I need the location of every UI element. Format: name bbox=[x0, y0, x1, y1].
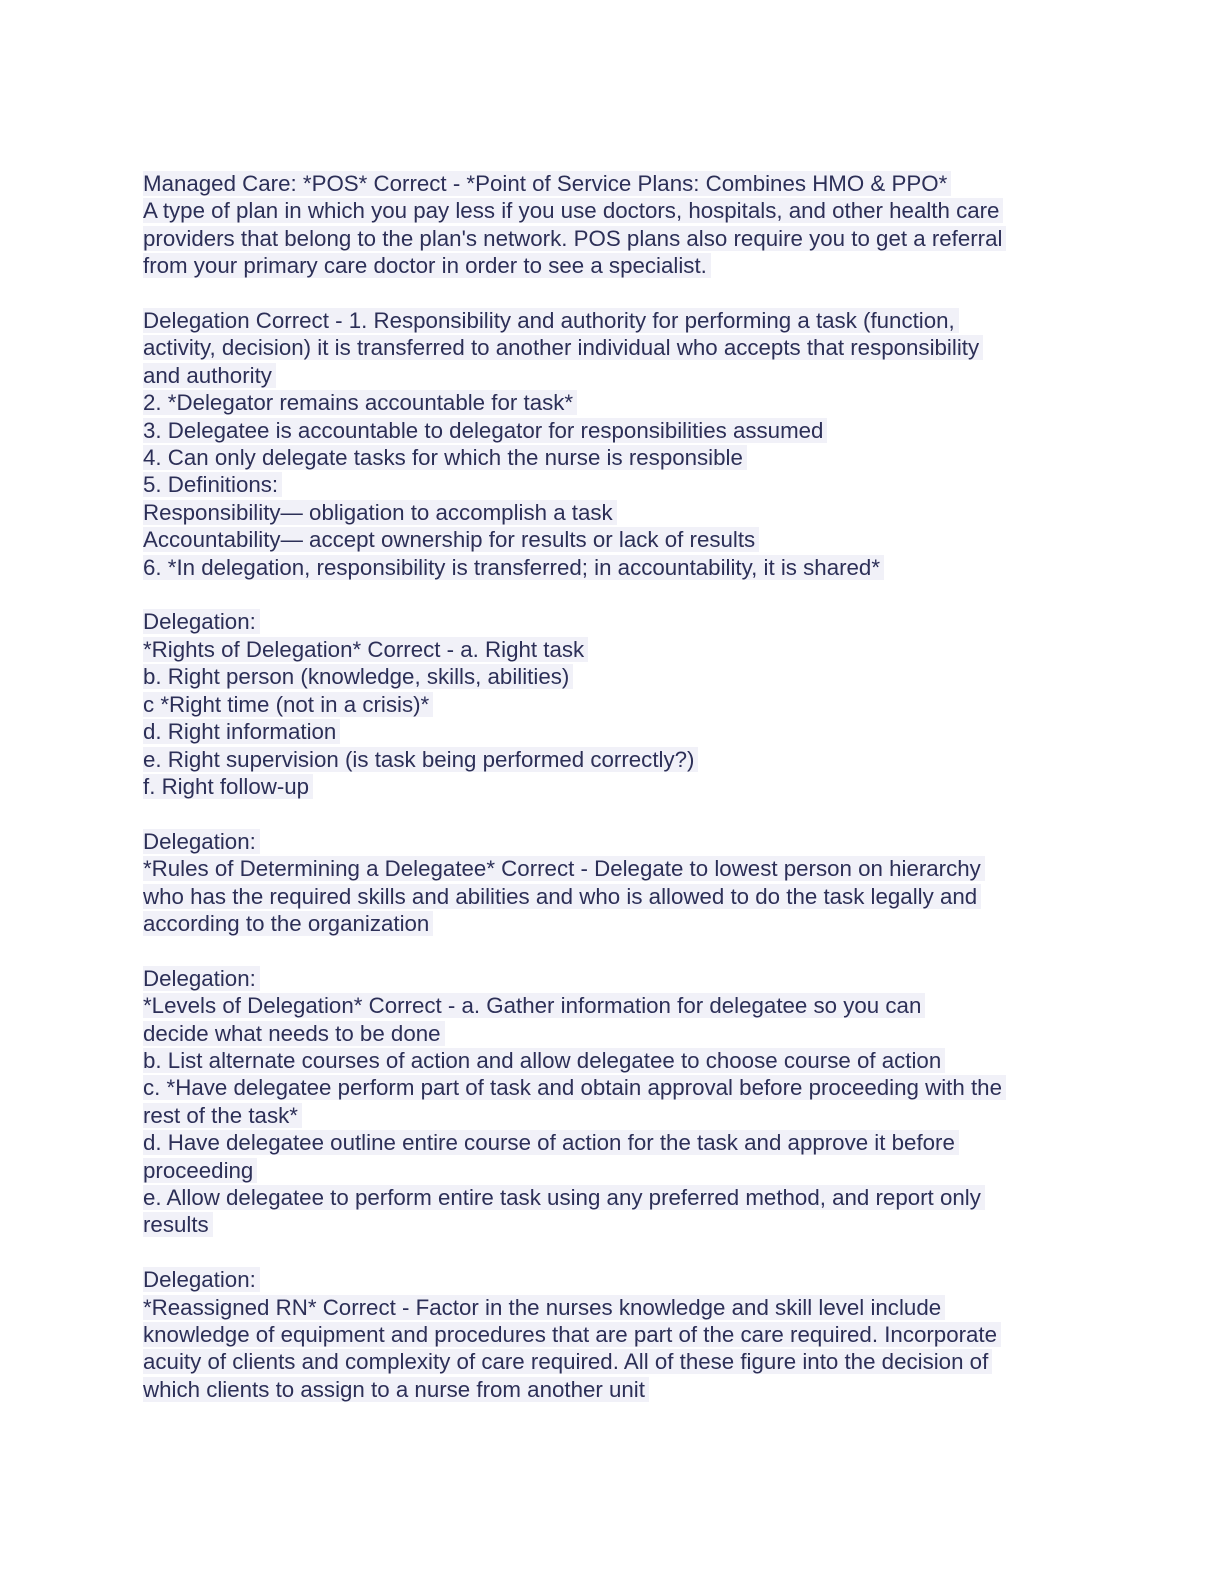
flashcard-block bbox=[143, 828, 1083, 938]
text-line bbox=[143, 1348, 1083, 1375]
text-line bbox=[143, 855, 1083, 882]
text-line-content: Delegation: bbox=[143, 1267, 260, 1292]
text-line bbox=[143, 965, 1083, 992]
text-line-content: proceeding bbox=[143, 1158, 257, 1183]
text-line-content: Delegation: bbox=[143, 829, 260, 854]
text-line-content: Delegation: bbox=[143, 966, 260, 991]
text-line bbox=[143, 389, 1083, 416]
text-line-content: rest of the task* bbox=[143, 1103, 302, 1128]
text-line-content: Accountability— accept ownership for results or lack of results bbox=[143, 527, 759, 552]
text-line bbox=[143, 992, 1083, 1019]
text-line bbox=[143, 252, 1083, 279]
text-line bbox=[143, 1102, 1083, 1129]
text-line-content: d. Right information bbox=[143, 719, 340, 744]
text-line bbox=[143, 828, 1083, 855]
text-line bbox=[143, 663, 1083, 690]
flashcard-block bbox=[143, 1266, 1083, 1403]
text-line-content: acuity of clients and complexity of care required. All of these figure into the decision of bbox=[143, 1349, 992, 1374]
flashcard-block bbox=[143, 170, 1083, 280]
text-line bbox=[143, 1266, 1083, 1293]
text-line bbox=[143, 883, 1083, 910]
text-line bbox=[143, 197, 1083, 224]
text-line bbox=[143, 636, 1083, 663]
text-line bbox=[143, 362, 1083, 389]
text-line-content: providers that belong to the plan's network. POS plans also require you to get a referral bbox=[143, 226, 1006, 251]
text-line bbox=[143, 1321, 1083, 1348]
text-line-content: 4. Can only delegate tasks for which the nurse is responsible bbox=[143, 445, 747, 470]
text-line-content: A type of plan in which you pay less if you use doctors, hospitals, and other health care bbox=[143, 198, 1003, 223]
text-line-content: b. List alternate courses of action and allow delegatee to choose course of action bbox=[143, 1048, 945, 1073]
text-line-content: 6. *In delegation, responsibility is transferred; in accountability, it is shared* bbox=[143, 555, 884, 580]
text-line-content: decide what needs to be done bbox=[143, 1021, 445, 1046]
text-line bbox=[143, 334, 1083, 361]
text-line-content: *Levels of Delegation* Correct - a. Gather information for delegatee so you can bbox=[143, 993, 925, 1018]
text-line-content: from your primary care doctor in order to see a specialist. bbox=[143, 253, 711, 278]
text-line-content: e. Right supervision (is task being performed correctly?) bbox=[143, 747, 698, 772]
text-line-content: activity, decision) it is transferred to another individual who accepts that responsibility bbox=[143, 335, 983, 360]
text-line bbox=[143, 499, 1083, 526]
text-line bbox=[143, 417, 1083, 444]
text-line-content: *Reassigned RN* Correct - Factor in the nurses knowledge and skill level include bbox=[143, 1295, 945, 1320]
text-line-content: 5. Definitions: bbox=[143, 472, 282, 497]
text-line-content: Delegation Correct - 1. Responsibility and authority for performing a task (function, bbox=[143, 308, 959, 333]
text-line-content: e. Allow delegatee to perform entire task using any preferred method, and report only bbox=[143, 1185, 985, 1210]
text-line bbox=[143, 1047, 1083, 1074]
text-line bbox=[143, 307, 1083, 334]
flashcard-block bbox=[143, 608, 1083, 800]
text-line bbox=[143, 170, 1083, 197]
text-line-content: c *Right time (not in a crisis)* bbox=[143, 692, 433, 717]
text-line bbox=[143, 691, 1083, 718]
text-line bbox=[143, 225, 1083, 252]
text-line bbox=[143, 1129, 1083, 1156]
text-line bbox=[143, 526, 1083, 553]
text-line bbox=[143, 1020, 1083, 1047]
text-line bbox=[143, 1157, 1083, 1184]
text-line-content: results bbox=[143, 1212, 213, 1237]
text-line-content: knowledge of equipment and procedures that are part of the care required. Incorporate bbox=[143, 1322, 1001, 1347]
text-line bbox=[143, 1376, 1083, 1403]
text-line-content: Delegation: bbox=[143, 609, 260, 634]
text-line bbox=[143, 554, 1083, 581]
text-line-content: according to the organization bbox=[143, 911, 433, 936]
text-line-content: who has the required skills and abilities and who is allowed to do the task legally and bbox=[143, 884, 981, 909]
text-line-content: Responsibility— obligation to accomplish a task bbox=[143, 500, 617, 525]
text-line bbox=[143, 1294, 1083, 1321]
text-line bbox=[143, 773, 1083, 800]
text-line bbox=[143, 746, 1083, 773]
text-line-content: c. *Have delegatee perform part of task and obtain approval before proceeding with the bbox=[143, 1075, 1006, 1100]
text-line-content: which clients to assign to a nurse from another unit bbox=[143, 1377, 649, 1402]
text-line bbox=[143, 444, 1083, 471]
text-line-content: *Rights of Delegation* Correct - a. Right task bbox=[143, 637, 588, 662]
text-line-content: 3. Delegatee is accountable to delegator for responsibilities assumed bbox=[143, 418, 827, 443]
text-line-content: b. Right person (knowledge, skills, abilities) bbox=[143, 664, 573, 689]
text-line-content: and authority bbox=[143, 363, 276, 388]
text-line-content: Managed Care: *POS* Correct - *Point of Service Plans: Combines HMO & PPO* bbox=[143, 171, 951, 196]
text-line-content: d. Have delegatee outline entire course of action for the task and approve it before bbox=[143, 1130, 959, 1155]
flashcard-block bbox=[143, 307, 1083, 581]
flashcard-block bbox=[143, 965, 1083, 1239]
text-line bbox=[143, 1211, 1083, 1238]
text-line-content: *Rules of Determining a Delegatee* Correct - Delegate to lowest person on hierarchy bbox=[143, 856, 985, 881]
text-line bbox=[143, 471, 1083, 498]
text-line bbox=[143, 608, 1083, 635]
text-line bbox=[143, 718, 1083, 745]
text-line bbox=[143, 910, 1083, 937]
text-line bbox=[143, 1074, 1083, 1101]
text-line bbox=[143, 1184, 1083, 1211]
text-line-content: 2. *Delegator remains accountable for task* bbox=[143, 390, 577, 415]
document-body bbox=[143, 170, 1083, 1431]
text-line-content: f. Right follow-up bbox=[143, 774, 313, 799]
